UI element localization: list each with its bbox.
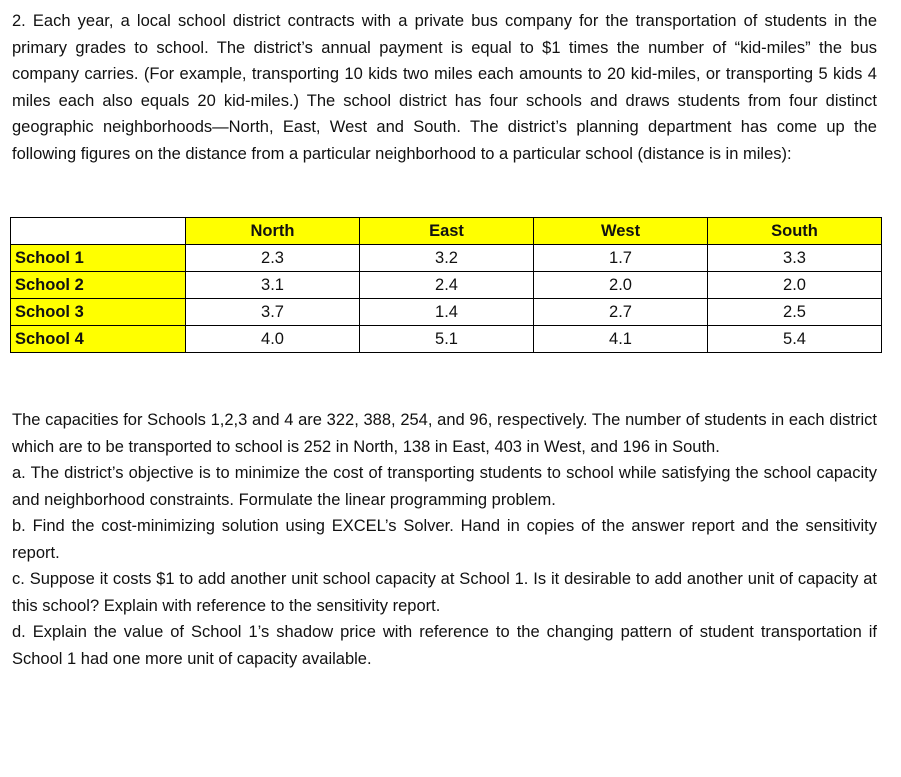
row-label-school-1: School 1	[11, 245, 186, 272]
distance-cell: 4.0	[186, 326, 360, 353]
column-header-north: North	[186, 218, 360, 245]
distance-cell: 2.5	[708, 299, 882, 326]
distance-cell: 3.7	[186, 299, 360, 326]
row-label-school-4: School 4	[11, 326, 186, 353]
column-header-west: West	[534, 218, 708, 245]
distance-cell: 1.7	[534, 245, 708, 272]
distance-cell: 5.4	[708, 326, 882, 353]
distance-table	[10, 217, 882, 353]
distance-cell: 2.3	[186, 245, 360, 272]
question-part-b: b. Find the cost-minimizing solution using EXCEL’s Solver. Hand in copies of the answer report and the sensitivity report.	[12, 517, 877, 562]
table-row-school-4	[11, 326, 882, 353]
row-label-school-3: School 3	[11, 299, 186, 326]
table-row-school-2	[11, 272, 882, 299]
distance-cell: 5.1	[360, 326, 534, 353]
question-part-c: c. Suppose it costs $1 to add another unit school capacity at School 1. Is it desirable to add another unit of capacity at this school? Explain with reference to the sensitivity report.	[12, 570, 877, 615]
table-header-row	[11, 218, 882, 245]
corner-cell	[11, 218, 186, 245]
column-header-east: East	[360, 218, 534, 245]
distance-cell: 2.0	[534, 272, 708, 299]
distance-cell: 3.2	[360, 245, 534, 272]
table-row-school-1	[11, 245, 882, 272]
row-label-school-2: School 2	[11, 272, 186, 299]
distance-cell: 2.7	[534, 299, 708, 326]
column-header-south: South	[708, 218, 882, 245]
distance-cell: 3.3	[708, 245, 882, 272]
table-row-school-3	[11, 299, 882, 326]
capacities-paragraph: The capacities for Schools 1,2,3 and 4 are 322, 388, 254, and 96, respectively. The number of students in each district which are to be transported to school is 252 in North, 138 in East, 403 in West, and 196 in South.	[12, 411, 877, 456]
distance-cell: 1.4	[360, 299, 534, 326]
distance-cell: 2.4	[360, 272, 534, 299]
question-part-d: d. Explain the value of School 1’s shadow price with reference to the changing pattern of student transportation if School 1 had one more unit of capacity available.	[12, 623, 877, 668]
problem-statement: 2. Each year, a local school district contracts with a private bus company for the transportation of students in the primary grades to school. The district’s annual payment is equal to $1 times the number of “kid-miles” the bus company carries. (For example, transporting 10 kids two miles each amounts to 20 kid-miles, or transporting 5 kids 4 miles each also equals 20 kid-miles.) The school district has four schools and draws students from four distinct geographic neighborhoods—North, East, West and South. The district’s planning department has come up the following figures on the distance from a particular neighborhood to a particular school (distance is in miles):	[12, 12, 877, 163]
distance-cell: 2.0	[708, 272, 882, 299]
question-part-a: a. The district’s objective is to minimize the cost of transporting students to school while satisfying the school capacity and neighborhood constraints. Formulate the linear programming problem.	[12, 464, 877, 509]
distance-cell: 3.1	[186, 272, 360, 299]
distance-cell: 4.1	[534, 326, 708, 353]
